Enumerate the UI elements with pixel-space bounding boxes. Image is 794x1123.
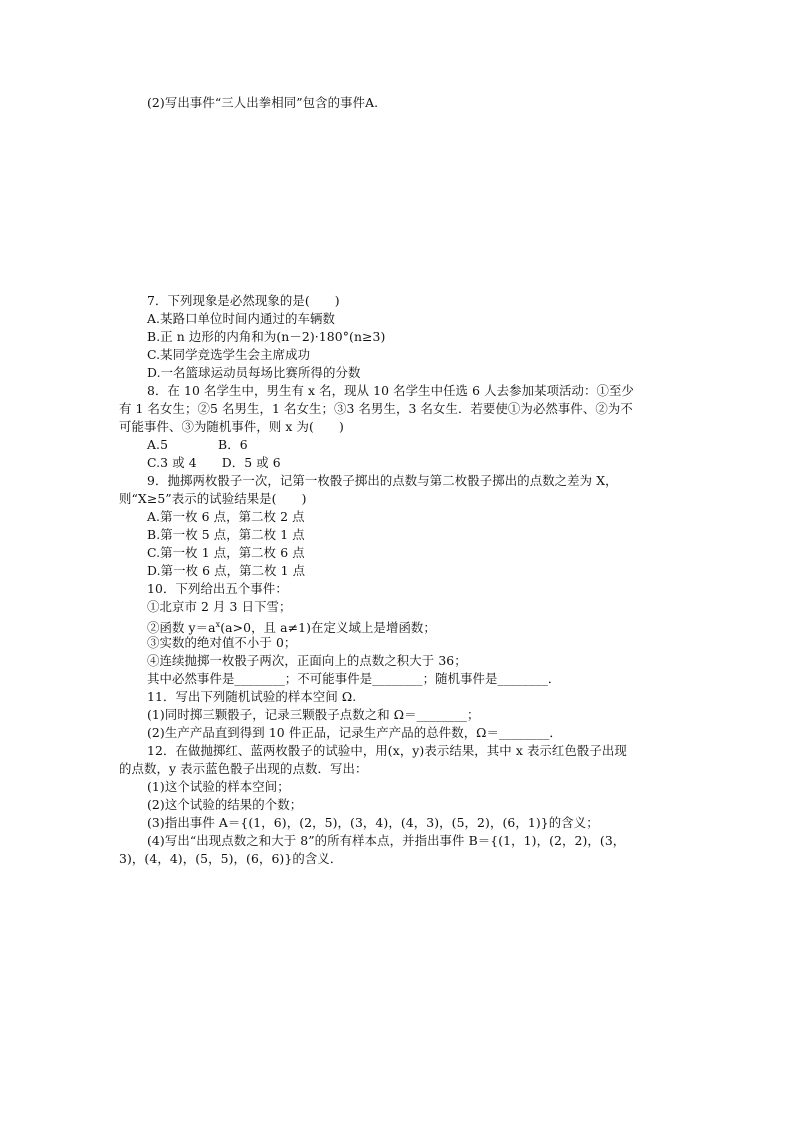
- question-7-option-b: B.正 n 边形的内角和为(n－2)·180°(n≥3): [147, 329, 386, 344]
- question-11-part-1: (1)同时掷三颗骰子，记录三颗骰子点数之和 Ω＝________；: [147, 707, 480, 722]
- question-12-part-1: (1)这个试验的样本空间；: [147, 779, 290, 794]
- event-2-condition: (a>0，且 a≠1)在定义域上是增函数；: [220, 620, 436, 635]
- question-9-option-c: C.第一枚 1 点，第二枚 6 点: [147, 545, 305, 560]
- exponent-x: x: [215, 620, 221, 629]
- question-9-option-a: A.第一枚 6 点，第二枚 2 点: [147, 509, 305, 524]
- question-12-part-3: (3)指出事件 A＝{(1，6)，(2，5)，(3，4)，(4，3)，(5，2)，(6，1)}的含义；: [147, 815, 599, 830]
- question-7-option-a: A.某路口单位时间内通过的车辆数: [147, 311, 335, 326]
- question-10-event-1: ①北京市 2 月 3 日下雪；: [147, 599, 292, 614]
- question-10-event-2: [147, 617, 436, 636]
- question-10-blanks: 其中必然事件是________；不可能事件是________；随机事件是________．: [147, 671, 561, 686]
- question-10-event-3: ③实数的绝对值不小于 0；: [147, 635, 297, 650]
- question-8-stem-line-2: 有 1 名女生；②5 名男生，1 名女生；③3 名男生，3 名女生．若要使①为必然事件、②为不: [119, 401, 633, 416]
- question-8-stem-line-1: 8．在 10 名学生中，男生有 x 名，现从 10 名学生中任选 6 人去参加某项活动：①至少: [147, 383, 634, 398]
- question-7-option-c: C.某同学竞选学生会主席成功: [147, 347, 311, 362]
- question-9-option-b: B.第一枚 5 点，第二枚 1 点: [147, 527, 305, 542]
- question-12-stem-line-2: 的点数，y 表示蓝色骰子出现的点数．写出：: [119, 761, 368, 776]
- question-8-stem-line-3: 可能事件、③为随机事件，则 x 为( ): [119, 419, 344, 434]
- question-12-part-4-line-1: (4)写出“出现点数之和大于 8”的所有样本点，并指出事件 B＝{(1，1)，(2，2)，(3，: [147, 833, 626, 848]
- question-11-part-2: (2)生产产品直到得到 10 件正品，记录生产产品的总件数，Ω＝________．: [147, 725, 562, 740]
- question-9-stem-line-2: 则“X≥5”表示的试验结果是( ): [119, 491, 307, 506]
- question-12-part-4-line-2: 3)，(4，4)，(5，5)，(6，6)}的含义．: [119, 851, 343, 866]
- question-6-part-2: (2)写出事件“三人出拳相同”包含的事件A.: [147, 95, 379, 110]
- event-2-function: ②函数 y＝a: [147, 620, 216, 635]
- question-12-part-2: (2)这个试验的结果的个数；: [147, 797, 303, 812]
- question-7-stem: 7．下列现象是必然现象的是( ): [147, 293, 340, 308]
- question-10-stem: 10．下列给出五个事件：: [147, 581, 288, 596]
- question-7-option-d: D.一名篮球运动员每场比赛所得的分数: [147, 365, 361, 380]
- question-8-options-ab: A.5 B．6: [147, 437, 248, 452]
- question-12-stem-line-1: 12．在做抛掷红、蓝两枚骰子的试验中，用(x，y)表示结果，其中 x 表示红色骰子出现: [147, 743, 627, 758]
- question-9-stem-line-1: 9．抛掷两枚骰子一次，记第一枚骰子掷出的点数与第二枚骰子掷出的点数之差为 X，: [147, 473, 618, 488]
- question-9-option-d: D.第一枚 6 点，第二枚 1 点: [147, 563, 306, 578]
- question-10-event-4: ④连续抛掷一枚骰子两次，正面向上的点数之积大于 36；: [147, 653, 467, 668]
- question-11-stem: 11．写出下列随机试验的样本空间 Ω.: [147, 689, 357, 704]
- question-8-options-cd: C.3 或 4 D．5 或 6: [147, 455, 281, 470]
